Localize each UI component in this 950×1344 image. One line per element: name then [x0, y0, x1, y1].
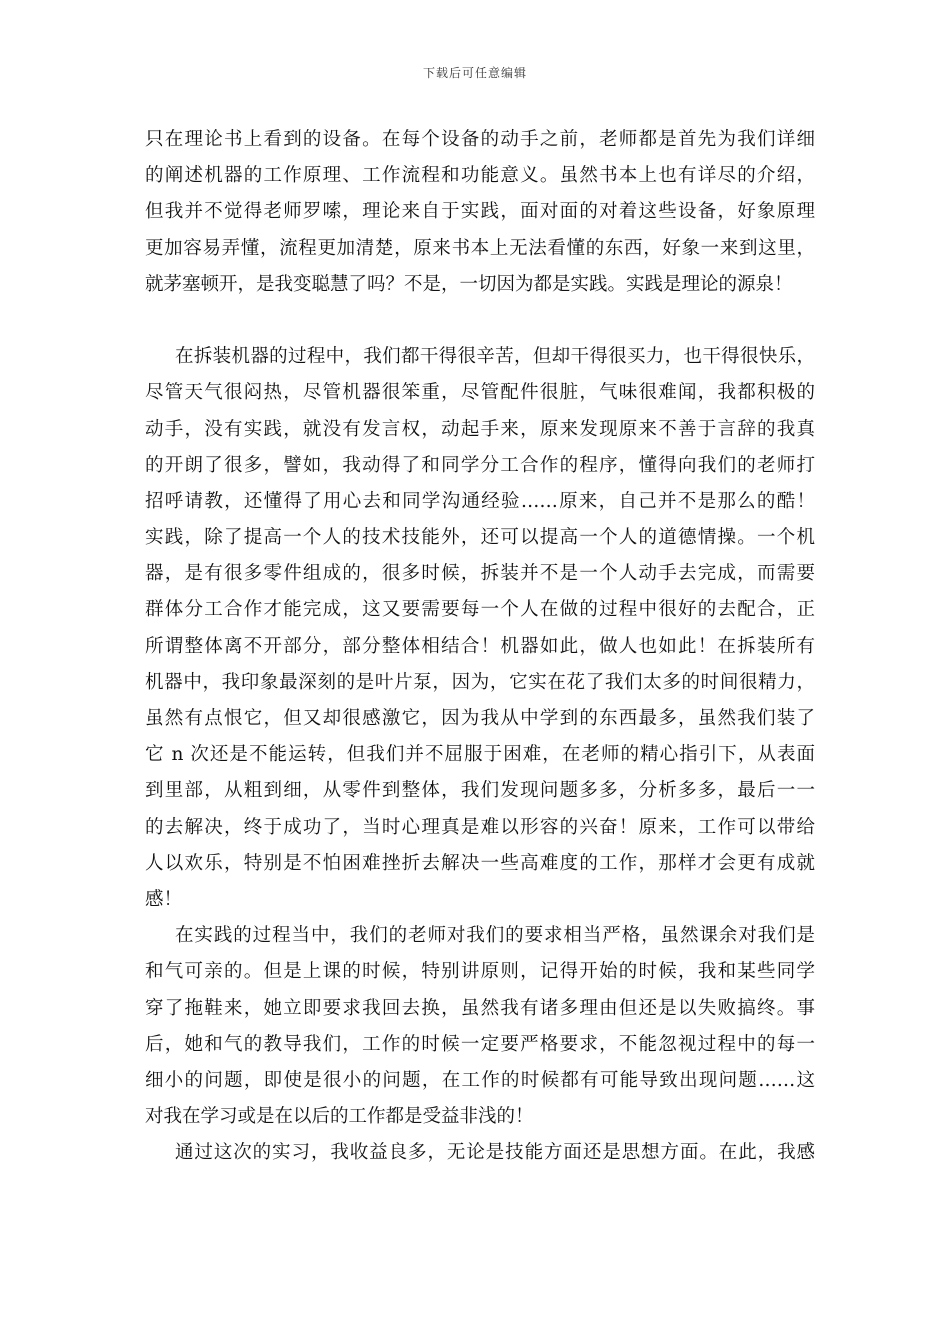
text-line: 动手，没有实践，就没有发言权，动起手来，原来发现原来不善于言辞的我真	[145, 418, 815, 440]
text-line: 细小的问题，即使是很小的问题，在工作的时候都有可能导致出现问题……这	[145, 1069, 815, 1091]
paragraph-2	[145, 339, 815, 918]
text-line: 实践，除了提高一个人的技术技能外，还可以提高一个人的道德情操。一个机	[145, 527, 815, 549]
text-line: 的去解决，终于成功了，当时心理真是难以形容的兴奋！原来，工作可以带给	[145, 816, 815, 838]
text-line: 群体分工合作才能完成，这又要需要每一个人在做的过程中很好的去配合，正	[145, 599, 815, 621]
text-line: 后，她和气的教导我们，工作的时候一定要严格要求，不能忽视过程中的每一	[145, 1033, 815, 1055]
text-line: 对我在学习或是在以后的工作都是受益非浅的！	[145, 1106, 534, 1128]
text-line: 感！	[145, 888, 183, 910]
paragraph-spacer	[145, 303, 815, 339]
text-line: 它 n 次还是不能运转，但我们并不屈服于困难，在老师的精心指引下，从表面	[145, 744, 815, 766]
text-line: 就茅塞顿开，是我变聪慧了吗？不是，一切因为都是实践。实践是理论的源泉！	[145, 273, 793, 295]
text-line: 和气可亲的。但是上课的时候，特别讲原则，记得开始的时候，我和某些同学	[145, 961, 815, 983]
text-line: 通过这次的实习，我收益良多，无论是技能方面还是思想方面。在此，我感	[175, 1142, 815, 1164]
text-line: 只在理论书上看到的设备。在每个设备的动手之前，老师都是首先为我们详细	[145, 129, 815, 150]
text-line: 在拆装机器的过程中，我们都干得很辛苦，但却干得很买力，也干得很快乐，	[175, 346, 815, 368]
text-line: 机器中，我印象最深刻的是叶片泵，因为，它实在花了我们太多的时间很精力，	[145, 671, 815, 693]
text-line: 但我并不觉得老师罗嗦，理论来自于实践，面对面的对着这些设备，好象原理	[145, 201, 815, 223]
page-header: 下载后可任意编辑	[422, 66, 527, 80]
text-line: 招呼请教，还懂得了用心去和同学沟通经验……原来，自己并不是那么的酷！	[145, 490, 815, 512]
document-body	[145, 122, 815, 1171]
text-line: 更加容易弄懂，流程更加清楚，原来书本上无法看懂的东西，好象一来到这里，	[145, 237, 815, 259]
text-line: 所谓整体离不开部分，部分整体相结合！机器如此，做人也如此！在拆装所有	[145, 635, 815, 657]
text-line: 人以欢乐，特别是不怕困难挫折去解决一些高难度的工作，那样才会更有成就	[145, 852, 815, 874]
paragraph-1	[145, 122, 815, 303]
text-line: 虽然有点恨它，但又却很感激它，因为我从中学到的东西最多，虽然我们装了	[145, 708, 815, 729]
paragraph-3	[145, 918, 815, 1135]
text-line: 的阐述机器的工作原理、工作流程和功能意义。虽然书本上也有详尽的介绍，	[145, 165, 815, 187]
text-line: 的开朗了很多，譬如，我动得了和同学分工合作的程序，懂得向我们的老师打	[145, 454, 815, 476]
text-line: 器，是有很多零件组成的，很多时候，拆装并不是一个人动手去完成，而需要	[145, 563, 815, 585]
paragraph-4	[145, 1135, 815, 1171]
text-line: 到里部，从粗到细，从零件到整体，我们发现问题多多，分析多多，最后一一	[145, 780, 815, 802]
text-line: 穿了拖鞋来，她立即要求我回去换，虽然我有诸多理由但还是以失败搞终。事	[145, 997, 815, 1019]
text-line: 尽管天气很闷热，尽管机器很笨重，尽管配件很脏，气味很难闻，我都积极的	[145, 382, 815, 404]
text-line: 在实践的过程当中，我们的老师对我们的要求相当严格，虽然课余对我们是	[175, 925, 815, 947]
